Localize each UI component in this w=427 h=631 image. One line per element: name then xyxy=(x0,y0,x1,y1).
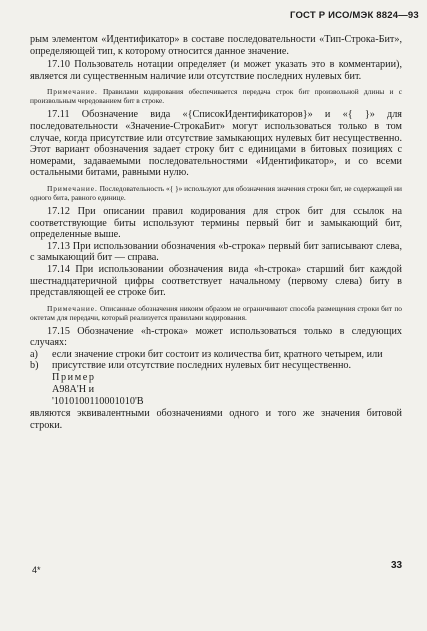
list-item-marker: a) xyxy=(30,348,38,360)
list-item xyxy=(30,349,402,361)
list-item-marker: b) xyxy=(30,360,39,372)
example-block xyxy=(30,372,402,408)
example-line-2: '1010100110001010'B xyxy=(52,396,144,408)
note-3-lead: Примечание. xyxy=(47,303,98,313)
list-item-text: присутствие или отсутствие последних нулевых бит несущественно. xyxy=(52,360,352,372)
list-item xyxy=(30,360,402,372)
paragraph-17-13: 17.13 При использовании обозначения «b-строка» первый бит записывают слева, с замыкающий бит — справа. xyxy=(30,240,402,264)
paragraph-17-14: 17.14 При использовании обозначения вида «h-строка» старший бит каждой шестнадцатеричной цифры соответствует начальному (первому слева) биту в представляющей ее строке бит. xyxy=(30,263,402,299)
paragraph-17-10: 17.10 Пользователь нотации определяет (и может указать это в комментарии), является ли существенным наличие или отсутствие последних нулевых бит. xyxy=(30,59,402,82)
list-item-text: если значение строки бит состоит из количества бит, кратного четырем, или xyxy=(52,348,383,360)
note-2-lead: Примечание. xyxy=(47,183,98,193)
note-2-text: Последовательность «{ }» используют для обозначения значения строки бит, не содержащей ни одного бита, равного единице. xyxy=(30,183,402,202)
example-label: Пример xyxy=(52,372,96,384)
example-line-1: A98A'H и xyxy=(52,384,95,396)
paragraph-continuation: рым элементом «Идентификатор» в составе последовательности «Тип-Строка-Бит», определяющей тип, к которому относится данное значение. xyxy=(30,34,402,57)
document-body xyxy=(30,34,402,431)
note-3 xyxy=(30,304,402,322)
note-1 xyxy=(30,87,402,105)
paragraph-17-11: 17.11 Обозначение вида «{СписокИдентификаторов}» и «{ }» для последовательности «Значение-СтрокаБит» могут использоваться только в том случае, когда присутствие или отсутствие замыкающих нулевых бит несущественно. Этот вариант обозначения задает строку бит с единицами в битовых позициях с номерами, задаваемыми последовательностями «Идентификатор», и со всеми остальными битами, равными нулю. xyxy=(30,109,402,179)
page-number: 33 xyxy=(391,560,403,571)
note-2 xyxy=(30,184,402,202)
note-1-text: Правилами кодирования обеспечивается передача строк бит произвольной длины и с произвольным чередованием бит в строке. xyxy=(30,87,402,106)
note-3-text: Описанные обозначения никоим образом не ограничивают способа размещения строки бит по октетам для передачи, который реализуется правилами кодирования. xyxy=(30,303,402,322)
closing-paragraph: являются эквивалентными обозначениями одного и того же значения битовой строки. xyxy=(30,408,402,431)
footer-signature-mark: 4* xyxy=(32,565,41,575)
paragraph-17-12: 17.12 При описании правил кодирования для строк бит для ссылок на соответствующие биты используют термины первый бит и замыкающий бит, определенные выше. xyxy=(30,205,402,241)
page-header: ГОСТ Р ИСО/МЭК 8824—93 xyxy=(290,10,419,21)
note-1-lead: Примечание. xyxy=(47,87,98,97)
paragraph-17-15: 17.15 Обозначение «h-строка» может использоваться только в следующих случаях: xyxy=(30,325,402,349)
